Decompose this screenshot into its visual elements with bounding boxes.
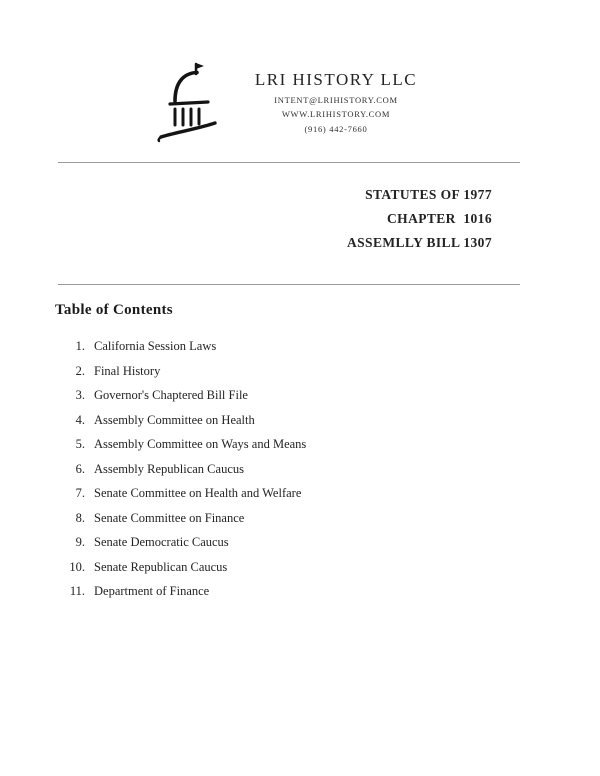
toc-item-label: Senate Committee on Finance xyxy=(94,510,245,525)
toc-item xyxy=(55,383,600,408)
toc-title: Table of Contents xyxy=(55,302,173,318)
statute-reference-block xyxy=(0,163,600,271)
toc-item-number: 6. xyxy=(75,461,85,476)
capitol-sketch-icon xyxy=(155,60,229,146)
toc-item xyxy=(55,579,600,604)
toc-item-label: Senate Committee on Health and Welfare xyxy=(94,486,302,500)
chapter-line: CHAPTER 1016 xyxy=(387,211,492,226)
bill-line: ASSEMLLY BILL 1307 xyxy=(346,235,492,250)
toc-item-number: 1. xyxy=(75,339,85,353)
toc-item-number: 8. xyxy=(75,510,85,525)
company-phone: (916) 442-7660 xyxy=(304,123,368,134)
toc-item-label: Assembly Committee on Ways and Means xyxy=(94,437,307,451)
toc-item-label: California Session Laws xyxy=(94,339,217,353)
toc-item xyxy=(55,506,600,531)
toc-item xyxy=(55,334,600,359)
company-email: INTENT@LRIHISTORY.COM xyxy=(274,94,398,105)
toc-item-number: 2. xyxy=(75,363,85,378)
toc-item-number: 11. xyxy=(69,584,85,598)
toc-item-label: Senate Democratic Caucus xyxy=(94,535,229,549)
letterhead-text xyxy=(255,58,417,134)
company-name: LRI HISTORY LLC xyxy=(254,70,418,89)
toc-item-label: Assembly Committee on Health xyxy=(94,412,255,427)
toc-item xyxy=(55,408,600,433)
toc-list xyxy=(55,334,600,604)
toc-item-number: 9. xyxy=(75,535,85,549)
toc-item-label: Senate Republican Caucus xyxy=(94,559,228,574)
toc-item xyxy=(55,481,600,506)
toc-item-number: 4. xyxy=(75,412,85,427)
bottom-divider xyxy=(58,284,520,285)
toc-item-label: Final History xyxy=(94,363,161,378)
toc-item xyxy=(55,432,600,457)
letterhead xyxy=(0,0,586,146)
toc-item xyxy=(55,457,600,482)
toc-item-number: 3. xyxy=(75,388,85,402)
statutes-line: STATUTES OF 1977 xyxy=(365,187,492,202)
table-of-contents xyxy=(55,302,600,604)
toc-item xyxy=(55,555,600,580)
toc-item xyxy=(55,359,600,384)
toc-item-number: 10. xyxy=(69,559,85,574)
toc-item-number: 7. xyxy=(75,486,85,500)
toc-item-label: Department of Finance xyxy=(94,584,210,598)
toc-item-number: 5. xyxy=(75,437,85,451)
toc-item xyxy=(55,530,600,555)
toc-item-label: Governor's Chaptered Bill File xyxy=(94,388,248,402)
company-website: WWW.LRIHISTORY.COM xyxy=(281,109,391,119)
toc-item-label: Assembly Republican Caucus xyxy=(94,461,244,476)
